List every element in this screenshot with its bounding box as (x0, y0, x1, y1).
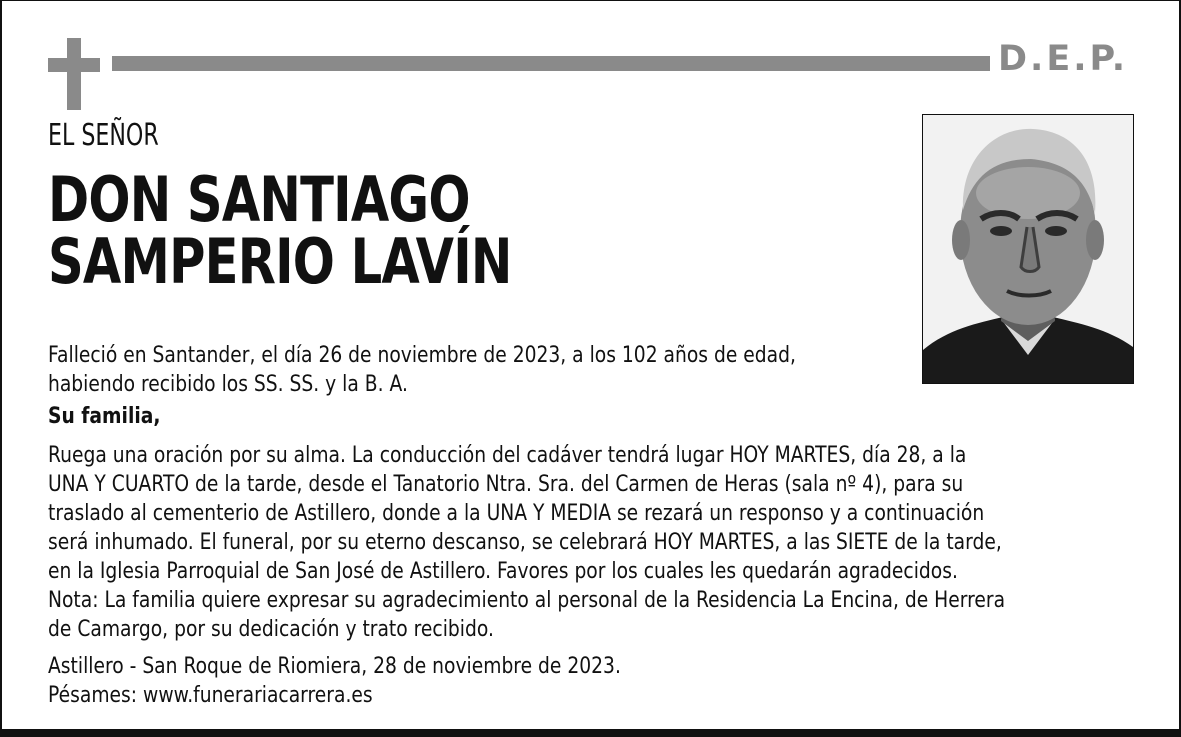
body-line: será inhumado. El funeral, por su eterno descanso, se celebrará HOY MARTES, a las SIETE de la tarde, (48, 530, 1002, 555)
family-label: Su familia, (48, 404, 161, 429)
honorific: EL SEÑOR (48, 118, 159, 153)
body-line: en la Iglesia Parroquial de San José de Astillero. Favores por los cuales les quedarán agradecidos. (48, 559, 958, 584)
body-line: traslado al cementerio de Astillero, donde a la UNA Y MEDIA se rezará un responso y a continuación (48, 501, 985, 526)
body-line: Nota: La familia quiere expresar su agradecimiento al personal de la Residencia La Encina, de Herrera (48, 588, 1006, 613)
death-announcement (48, 341, 796, 399)
cross-icon (48, 38, 100, 110)
funeral-details (48, 441, 1005, 644)
body-line: Ruega una oración por su alma. La conducción del cadáver tendrá lugar HOY MARTES, día 28, a la (48, 443, 967, 468)
intro-line: habiendo recibido los SS. SS. y la B. A. (48, 372, 408, 397)
portrait-photo (922, 114, 1134, 384)
name-line-1: DON SANTIAGO (48, 163, 470, 236)
dep-label: D.E.P. (998, 39, 1129, 79)
portrait-image (923, 115, 1133, 383)
place-date: Astillero - San Roque de Riomiera, 28 de noviembre de 2023. (48, 654, 621, 679)
intro-line: Falleció en Santander, el día 26 de noviembre de 2023, a los 102 años de edad, (48, 343, 796, 368)
deceased-name (48, 163, 512, 298)
condolences-link[interactable]: Pésames: www.funerariacarrera.es (48, 683, 373, 708)
body-line: UNA Y CUARTO de la tarde, desde el Tanatorio Ntra. Sra. del Carmen de Heras (sala nº 4), para su (48, 472, 964, 497)
header-rule (112, 56, 990, 71)
name-line-2: SAMPERIO LAVÍN (48, 225, 512, 298)
body-line: de Camargo, por su dedicación y trato recibido. (48, 617, 494, 642)
